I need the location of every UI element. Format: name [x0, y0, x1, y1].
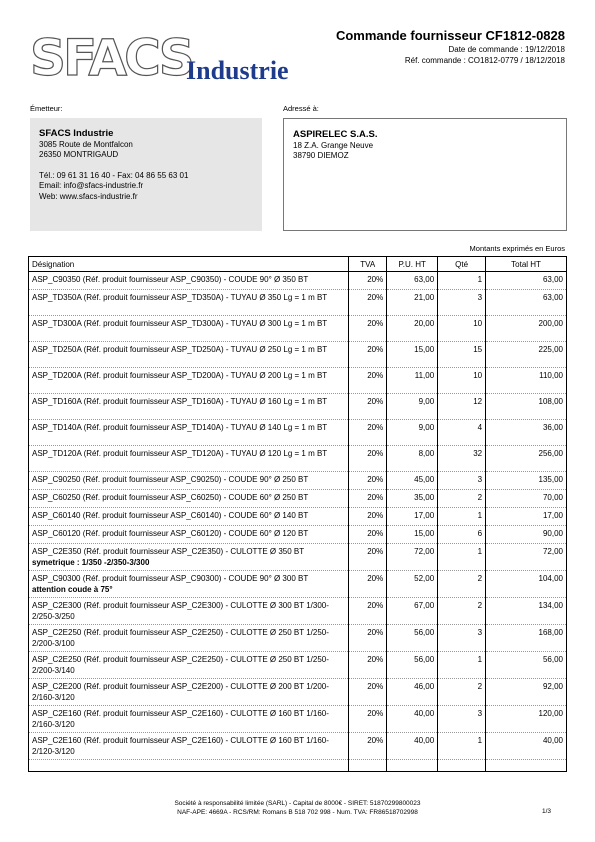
cell-designation-text: ASP_C2E160 (Réf. produit fournisseur ASP_C2E160) - CULOTTE Ø 160 BT 1/160-2/120-3/120: [32, 736, 329, 756]
cell-unit-price: [387, 526, 438, 544]
table-row: [29, 490, 567, 508]
cell-total: [486, 526, 567, 544]
cell-unit-price: [387, 706, 438, 733]
header-total: Total HT: [486, 257, 567, 272]
cell-designation-text: ASP_TD300A (Réf. produit fournisseur ASP_TD300A) - TUYAU Ø 300 Lg = 1 m BT: [32, 319, 328, 328]
cell-total: [486, 290, 567, 316]
recipient-box: [283, 118, 567, 231]
order-date: Date de commande : 19/12/2018: [448, 45, 565, 54]
cell-unit-price-text: 17,00: [414, 511, 435, 520]
cell-quantity-text: 10: [473, 319, 483, 328]
cell-designation-text: ASP_C2E300 (Réf. produit fournisseur ASP_C2E300) - CULOTTE Ø 300 BT 1/300-2/250-3/250: [32, 601, 329, 621]
table-row: [29, 272, 567, 290]
cell-total-text: 225,00: [538, 345, 563, 354]
cell-unit-price-text: 56,00: [414, 655, 435, 664]
cell-unit-price: [387, 472, 438, 490]
cell-total-text: 40,00: [542, 736, 563, 745]
empty-cell: [438, 760, 486, 772]
cell-quantity-text: 2: [477, 682, 483, 691]
header-unit-price: P.U. HT: [387, 257, 438, 272]
cell-unit-price: [387, 490, 438, 508]
cell-designation: [29, 733, 349, 760]
cell-unit-price: [387, 544, 438, 571]
cell-total: [486, 544, 567, 571]
cell-unit-price: [387, 316, 438, 342]
cell-total: [486, 342, 567, 368]
cell-unit-price: [387, 290, 438, 316]
sender-web: Web: www.sfacs-industrie.fr: [39, 191, 138, 201]
cell-designation-text: ASP_C2E250 (Réf. produit fournisseur ASP_C2E250) - CULOTTE Ø 250 BT 1/250-2/200-3/100: [32, 628, 329, 648]
cell-designation-text: ASP_TD120A (Réf. produit fournisseur ASP_TD120A) - TUYAU Ø 120 Lg = 1 m BT: [32, 449, 328, 458]
cell-quantity-text: 1: [477, 547, 483, 556]
cell-unit-price-text: 40,00: [414, 709, 435, 718]
cell-quantity: [438, 706, 486, 733]
cell-unit-price-text: 72,00: [414, 547, 435, 556]
cell-total: [486, 446, 567, 472]
cell-quantity-text: 15: [473, 345, 483, 354]
table-row: [29, 446, 567, 472]
cell-total-text: 110,00: [539, 371, 563, 380]
cell-unit-price-text: 8,00: [418, 449, 435, 458]
cell-tva-text: 20%: [367, 601, 384, 610]
cell-total: [486, 394, 567, 420]
cell-total-text: 92,00: [542, 682, 563, 691]
cell-designation-text: ASP_TD140A (Réf. produit fournisseur ASP_TD140A) - TUYAU Ø 140 Lg = 1 m BT: [32, 423, 328, 432]
cell-tva: [349, 368, 387, 394]
cell-quantity: [438, 544, 486, 571]
cell-total: [486, 490, 567, 508]
cell-total-text: 104,00: [538, 574, 563, 583]
cell-quantity-text: 2: [477, 493, 483, 502]
cell-unit-price: [387, 733, 438, 760]
cell-designation: [29, 446, 349, 472]
cell-tva-text: 20%: [367, 293, 384, 302]
cell-tva-text: 20%: [367, 397, 384, 406]
cell-quantity-text: 10: [473, 371, 483, 380]
cell-designation: [29, 706, 349, 733]
cell-unit-price: [387, 272, 438, 290]
cell-tva-text: 20%: [367, 628, 384, 637]
cell-quantity-text: 1: [477, 275, 483, 284]
cell-total: [486, 508, 567, 526]
cell-designation: [29, 290, 349, 316]
cell-unit-price: [387, 368, 438, 394]
sender-email: Email: info@sfacs-industrie.fr: [39, 181, 144, 191]
empty-cell: [486, 760, 567, 772]
cell-designation: [29, 679, 349, 706]
cell-unit-price-text: 9,00: [418, 423, 435, 432]
cell-total: [486, 733, 567, 760]
cell-unit-price-text: 15,00: [414, 529, 435, 538]
cell-total-text: 135,00: [538, 475, 563, 484]
line-note: attention coude à 75°: [32, 585, 113, 594]
table-row: [29, 316, 567, 342]
cell-unit-price: [387, 679, 438, 706]
cell-quantity-text: 2: [477, 574, 483, 583]
cell-designation: [29, 526, 349, 544]
cell-unit-price-text: 35,00: [414, 493, 435, 502]
cell-total-text: 120,00: [538, 709, 563, 718]
cell-designation: [29, 420, 349, 446]
cell-quantity: [438, 598, 486, 625]
sender-address-line1: 3085 Route de Montfalcon: [39, 140, 133, 149]
cell-unit-price-text: 21,00: [414, 293, 435, 302]
cell-tva-text: 20%: [367, 475, 384, 484]
cell-unit-price: [387, 420, 438, 446]
cell-designation: [29, 368, 349, 394]
cell-designation-text: ASP_TD350A (Réf. produit fournisseur ASP_TD350A) - TUYAU Ø 350 Lg = 1 m BT: [32, 293, 328, 302]
cell-quantity-text: 1: [477, 655, 483, 664]
cell-quantity: [438, 394, 486, 420]
table-row: [29, 544, 567, 571]
cell-quantity-text: 3: [477, 475, 483, 484]
cell-quantity: [438, 342, 486, 368]
cell-total-text: 56,00: [542, 655, 563, 664]
table-row: [29, 571, 567, 598]
recipient-name: ASPIRELEC S.A.S.: [293, 129, 378, 140]
sender-label: Émetteur:: [30, 104, 63, 113]
table-header-row: [29, 257, 567, 272]
cell-quantity: [438, 472, 486, 490]
cell-tva-text: 20%: [367, 529, 384, 538]
cell-quantity: [438, 446, 486, 472]
cell-quantity: [438, 571, 486, 598]
order-lines-table: [28, 256, 567, 772]
cell-quantity: [438, 420, 486, 446]
table-row: [29, 652, 567, 679]
currency-note: Montants exprimés en Euros: [469, 244, 565, 253]
cell-designation-text: ASP_C90300 (Réf. produit fournisseur ASP_C90300) - COUDE 90° Ø 300 BT: [32, 574, 309, 583]
cell-designation-text: ASP_C2E200 (Réf. produit fournisseur ASP_C2E200) - CULOTTE Ø 200 BT 1/200-2/160-3/120: [32, 682, 329, 702]
cell-designation: [29, 652, 349, 679]
cell-tva: [349, 625, 387, 652]
cell-tva-text: 20%: [367, 493, 384, 502]
cell-quantity-text: 6: [477, 529, 483, 538]
table-row: [29, 420, 567, 446]
logo-subtitle: Industrie: [186, 56, 289, 85]
cell-total-text: 108,00: [538, 397, 563, 406]
cell-tva-text: 20%: [367, 709, 384, 718]
cell-tva: [349, 290, 387, 316]
cell-tva-text: 20%: [367, 547, 384, 556]
table-row: [29, 290, 567, 316]
cell-tva: [349, 420, 387, 446]
cell-designation-text: ASP_C2E350 (Réf. produit fournisseur ASP_C2E350) - CULOTTE Ø 350 BT: [32, 547, 305, 556]
table-row: [29, 679, 567, 706]
cell-unit-price: [387, 625, 438, 652]
cell-designation: [29, 598, 349, 625]
cell-tva: [349, 490, 387, 508]
cell-unit-price: [387, 571, 438, 598]
cell-total: [486, 679, 567, 706]
cell-total-text: 17,00: [542, 511, 563, 520]
cell-total-text: 63,00: [542, 293, 563, 302]
cell-unit-price-text: 63,00: [414, 275, 435, 284]
cell-total: [486, 706, 567, 733]
line-note: symetrique : 1/350 -2/350-3/300: [32, 558, 150, 567]
cell-tva-text: 20%: [367, 319, 384, 328]
table-row: [29, 472, 567, 490]
cell-designation: [29, 472, 349, 490]
cell-tva-text: 20%: [367, 371, 384, 380]
cell-designation-text: ASP_C60120 (Réf. produit fournisseur ASP_C60120) - COUDE 60° Ø 120 BT: [32, 529, 309, 538]
cell-tva-text: 20%: [367, 423, 384, 432]
cell-quantity: [438, 652, 486, 679]
cell-total: [486, 316, 567, 342]
empty-cell: [387, 760, 438, 772]
cell-quantity-text: 3: [477, 709, 483, 718]
sender-phone: Tél.: 09 61 31 16 40 - Fax: 04 86 55 63 01: [39, 170, 189, 180]
cell-total-text: 168,00: [538, 628, 563, 637]
cell-designation-text: ASP_C90250 (Réf. produit fournisseur ASP_C90250) - COUDE 90° Ø 250 BT: [32, 475, 309, 484]
cell-quantity: [438, 490, 486, 508]
cell-quantity-text: 3: [477, 628, 483, 637]
cell-tva-text: 20%: [367, 682, 384, 691]
header-designation: Désignation: [29, 257, 349, 272]
cell-tva-text: 20%: [367, 449, 384, 458]
cell-total: [486, 368, 567, 394]
table-row: [29, 598, 567, 625]
table-row: [29, 625, 567, 652]
cell-total: [486, 625, 567, 652]
empty-cell: [29, 760, 349, 772]
cell-designation: [29, 508, 349, 526]
cell-quantity: [438, 679, 486, 706]
cell-unit-price-text: 40,00: [414, 736, 435, 745]
table-row: [29, 342, 567, 368]
sender-address-line2: 26350 MONTRIGAUD: [39, 150, 119, 160]
cell-total: [486, 571, 567, 598]
cell-unit-price-text: 11,00: [414, 371, 435, 380]
cell-quantity-text: 2: [477, 601, 483, 610]
cell-designation: [29, 490, 349, 508]
cell-quantity: [438, 368, 486, 394]
cell-total-text: 134,00: [538, 601, 563, 610]
cell-total-text: 36,00: [542, 423, 563, 432]
cell-designation-text: ASP_C90350 (Réf. produit fournisseur ASP_C90350) - COUDE 90° Ø 350 BT: [32, 275, 309, 284]
table-row: [29, 733, 567, 760]
header-quantity: Qté: [438, 257, 486, 272]
cell-quantity-text: 1: [477, 511, 483, 520]
cell-quantity: [438, 733, 486, 760]
cell-tva: [349, 526, 387, 544]
cell-tva: [349, 272, 387, 290]
cell-total: [486, 598, 567, 625]
cell-total-text: 63,00: [542, 275, 563, 284]
cell-tva-text: 20%: [367, 574, 384, 583]
cell-tva: [349, 342, 387, 368]
cell-tva-text: 20%: [367, 345, 384, 354]
cell-total-text: 200,00: [538, 319, 563, 328]
cell-tva: [349, 733, 387, 760]
cell-designation-text: ASP_TD160A (Réf. produit fournisseur ASP_TD160A) - TUYAU Ø 160 Lg = 1 m BT: [32, 397, 328, 406]
table-row: [29, 508, 567, 526]
cell-quantity: [438, 508, 486, 526]
cell-tva: [349, 508, 387, 526]
table-row: [29, 526, 567, 544]
cell-unit-price: [387, 598, 438, 625]
cell-designation-text: ASP_TD200A (Réf. produit fournisseur ASP_TD200A) - TUYAU Ø 200 Lg = 1 m BT: [32, 371, 328, 380]
document-header: [336, 28, 565, 66]
cell-quantity: [438, 272, 486, 290]
cell-designation: [29, 544, 349, 571]
cell-total: [486, 420, 567, 446]
sender-name: SFACS Industrie: [39, 128, 114, 139]
cell-tva-text: 20%: [367, 511, 384, 520]
empty-cell: [349, 760, 387, 772]
cell-unit-price-text: 46,00: [414, 682, 435, 691]
recipient-address-line1: 18 Z.A. Grange Neuve: [293, 141, 374, 150]
cell-quantity-text: 32: [473, 449, 483, 458]
cell-tva: [349, 679, 387, 706]
cell-unit-price: [387, 342, 438, 368]
cell-tva: [349, 472, 387, 490]
cell-tva: [349, 571, 387, 598]
page-number: 1/3: [541, 808, 551, 815]
legal-footer: [0, 799, 595, 817]
cell-unit-price: [387, 652, 438, 679]
recipient-label: Adressé à:: [283, 104, 319, 113]
cell-total: [486, 472, 567, 490]
cell-tva-text: 20%: [367, 736, 384, 745]
cell-quantity-text: 1: [477, 736, 483, 745]
cell-tva: [349, 706, 387, 733]
cell-tva-text: 20%: [367, 655, 384, 664]
cell-total: [486, 652, 567, 679]
recipient-address-line2: 38790 DIEMOZ: [293, 151, 349, 161]
cell-unit-price: [387, 446, 438, 472]
cell-total-text: 72,00: [542, 547, 563, 556]
cell-unit-price-text: 9,00: [418, 397, 435, 406]
cell-designation: [29, 625, 349, 652]
document-title: Commande fournisseur CF1812-0828: [335, 28, 565, 43]
cell-tva: [349, 652, 387, 679]
cell-quantity: [438, 316, 486, 342]
cell-total: [486, 272, 567, 290]
cell-designation-text: ASP_C60250 (Réf. produit fournisseur ASP_C60250) - COUDE 60° Ø 250 BT: [32, 493, 309, 502]
cell-tva: [349, 446, 387, 472]
cell-quantity-text: 12: [473, 397, 483, 406]
footer-line1: Société à responsabilité limitée (SARL) - Capital de 8000€ - SIRET: 51870299800023: [174, 800, 421, 807]
cell-tva: [349, 598, 387, 625]
cell-unit-price: [387, 508, 438, 526]
cell-designation-text: ASP_C2E160 (Réf. produit fournisseur ASP_C2E160) - CULOTTE Ø 160 BT 1/160-2/160-3/120: [32, 709, 329, 729]
cell-quantity: [438, 526, 486, 544]
cell-designation: [29, 571, 349, 598]
cell-designation: [29, 394, 349, 420]
cell-total-text: 256,00: [538, 449, 563, 458]
footer-line2: NAF-APE: 4669A - RCS/RM: Romans B 518 702 998 - Num. TVA: FR86518702998: [177, 809, 418, 816]
cell-quantity: [438, 290, 486, 316]
cell-designation: [29, 342, 349, 368]
cell-unit-price-text: 56,00: [414, 628, 435, 637]
cell-total-text: 90,00: [542, 529, 563, 538]
cell-designation-text: ASP_C2E250 (Réf. produit fournisseur ASP_C2E250) - CULOTTE Ø 250 BT 1/250-2/200-3/140: [32, 655, 329, 675]
cell-quantity: [438, 625, 486, 652]
cell-designation-text: ASP_C60140 (Réf. produit fournisseur ASP_C60140) - COUDE 60° Ø 140 BT: [32, 511, 309, 520]
table-row: [29, 706, 567, 733]
cell-designation-text: ASP_TD250A (Réf. produit fournisseur ASP_TD250A) - TUYAU Ø 250 Lg = 1 m BT: [32, 345, 328, 354]
order-reference: Réf. commande : CO1812-0779 / 18/12/2018: [404, 56, 565, 65]
cell-unit-price-text: 45,00: [414, 475, 435, 484]
cell-tva: [349, 394, 387, 420]
cell-unit-price-text: 20,00: [414, 319, 435, 328]
cell-quantity-text: 3: [477, 293, 483, 302]
cell-unit-price-text: 15,00: [414, 345, 435, 354]
company-logo: [30, 29, 320, 90]
cell-designation: [29, 272, 349, 290]
cell-quantity-text: 4: [477, 423, 483, 432]
cell-tva: [349, 316, 387, 342]
cell-total-text: 70,00: [542, 493, 563, 502]
cell-unit-price: [387, 394, 438, 420]
cell-unit-price-text: 52,00: [414, 574, 435, 583]
logo-brand: SFACS: [30, 29, 192, 87]
cell-tva-text: 20%: [367, 275, 384, 284]
sender-box: [30, 118, 262, 231]
cell-tva: [349, 544, 387, 571]
header-tva: TVA: [349, 257, 387, 272]
table-filler-row: [29, 760, 567, 772]
cell-unit-price-text: 67,00: [414, 601, 435, 610]
table-row: [29, 394, 567, 420]
cell-designation: [29, 316, 349, 342]
table-row: [29, 368, 567, 394]
